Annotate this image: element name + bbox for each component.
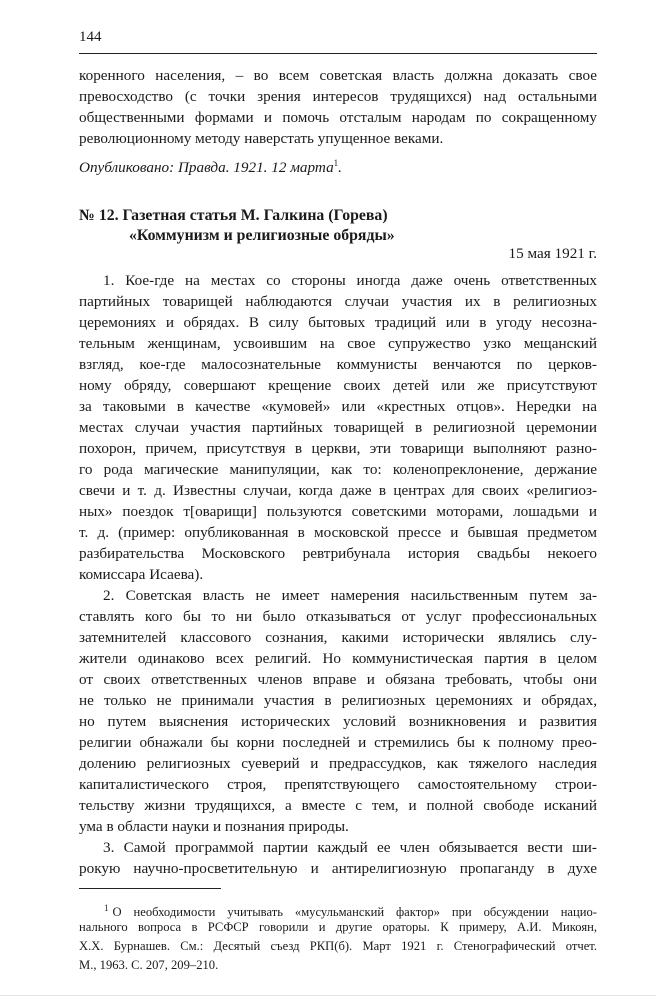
footnote-ref[interactable]: 1 [333,158,339,168]
text-line: не только не принимали участия в религиозных церемониях и обрядах, [79,692,597,709]
text-line: но путем выяснения исторических условий возникновения и развития [79,713,597,730]
text-line: ума в области науки и познания природы. [79,818,349,835]
footnote-line: нального вопроса в РСФСР говорили и другие ораторы. К примеру, А.И. Микоян, [79,920,597,934]
text-line: ному обряду, совершают крещение своих детей или же присутствуют [79,377,597,394]
text-line: 3. Самой программой партии каждый ее член обязывается вести ши- [103,839,597,856]
document-title-line1: № 12. Газетная статья М. Галкина (Горева) [79,207,388,224]
text-line: ных» поездок т[оварищи] пользуются советскими моторами, лошадьми и [79,503,597,520]
text-line: ставлять кого бы то ни было отказываться от услуг профессиональных [79,608,597,625]
text-line: рокую научно-просветительную и антирелигиозную пропаганду в духе [79,860,597,877]
text-line: тельным женщинам, усвоившим на свое супружество узко мещанский [79,335,597,352]
text-line: партийных товарищей наблюдаются случаи участия их в религиозных [79,293,597,310]
text-line: от своих ответственных членов вправе и обязана требовать, чтобы они [79,671,597,688]
text-line: за таковыми в качестве «кумовей» или «крестных отцов». Нередки на [79,398,597,415]
page-number: 144 [79,29,102,45]
footnote-line: Х.Х. Бурнашев. См.: Десятый съезд РКП(б). Март 1921 г. Стенографический отчет. [79,939,597,953]
footnote-rule [79,888,221,889]
text-line: коренного населения, – во всем советская власть должна доказать свое [79,67,597,84]
footnote-mark: 1 [104,903,109,913]
text-line: общественными формами и помочь отсталым народам по сокращенному [79,109,597,126]
document-title-line2: «Коммунизм и религиозные обряды» [129,227,395,244]
text-line: долению религиозных суеверий и предрассудков, как тяжелого наследия [79,755,597,772]
text-line: 1. Кое-где на местах со стороны иногда даже очень ответственных [103,272,597,289]
text-line: го рода магические манипуляции, как то: коленопреклонение, держание [79,461,597,478]
text-line: свечи и т. д. Известны случаи, когда даже в центрах для своих «религиоз- [79,482,597,499]
text-line: затемнителей классового сознания, какими исторически являлись слу- [79,629,597,646]
text-line: жители одинаково всех религий. Но коммунистическая партия в целом [79,650,597,667]
footnote-line: $^1$ О необходимости учитывать «мусульманский фактор» при обсуждении нацио- [104,903,597,919]
text-line: превосходство (с точки зрения интересов трудящихся) над остальными [79,88,597,105]
text-line: капиталистического строя, препятствующего самостоятельному строи- [79,776,597,793]
text-line: похорон, причем, присутствуя в церкви, эти товарищи выполняют разно- [79,440,597,457]
header-rule [79,53,597,54]
text-line: разбирательства Московского ревтрибунала история свадьбы некоего [79,545,597,562]
text-line: революционному методу наверстать упущенное веками. [79,130,444,147]
text-line: церемониях и обрядах. В силу бытовых традиций или в угоду несозна- [79,314,597,331]
text-line: местах случаи участия партийных товарищей в религиозной церемонии [79,419,597,436]
publication-note: Опубликовано: Правда. 1921. 12 марта$^1$. [79,158,342,176]
text-line: религии обнажали бы корни последней и стремились бы к полному прео- [79,734,597,751]
text-line: 2. Советская власть не имеет намерения насильственным путем за- [103,587,597,604]
document-date: 15 мая 1921 г. [508,245,597,262]
footnote-line: М., 1963. С. 207, 209–210. [79,958,219,972]
text-line: т. д. (пример: опубликованная в московской прессе и бывшая предметом [79,524,597,541]
publication-text: Опубликовано: Правда. 1921. 12 марта [79,159,334,176]
text-line: комиссара Исаева). [79,566,204,583]
text-line: тельству жизни трудящихся, а вместе с тем, и полной свободе исканий [79,797,597,814]
text-line: взгляд, кое-где малосознательные коммунисты венчаются по церков- [79,356,597,373]
page-bottom-edge [0,995,656,996]
